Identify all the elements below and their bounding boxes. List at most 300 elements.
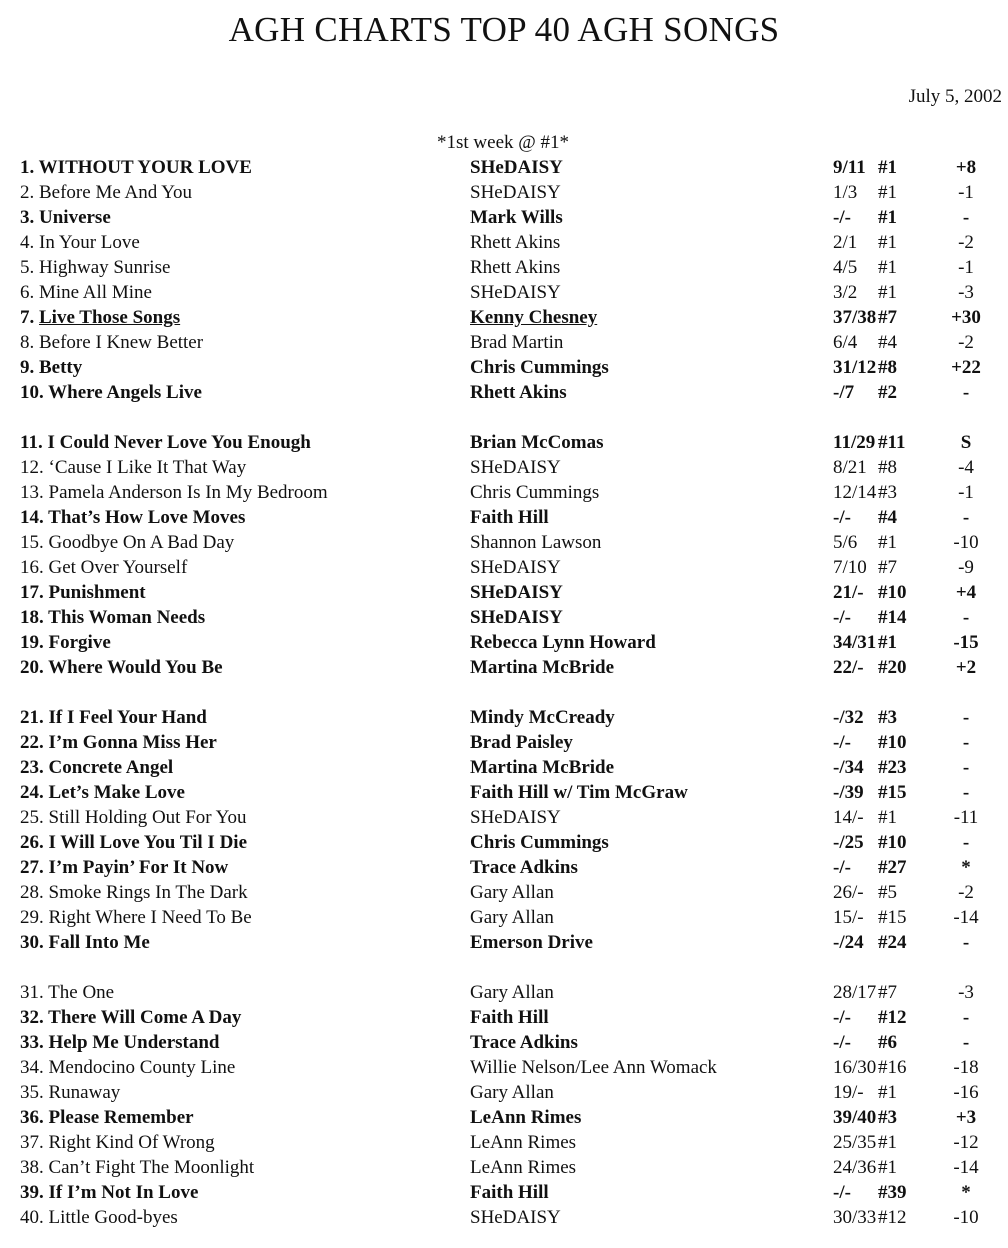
song-row bbox=[0, 1080, 1008, 1105]
song-artist: SHeDAISY bbox=[470, 182, 561, 203]
song-title bbox=[20, 1105, 194, 1130]
song-title-text: Help Me Understand bbox=[48, 1032, 220, 1053]
song-history: 3/2 bbox=[833, 282, 858, 303]
song-row bbox=[0, 1180, 1008, 1205]
first-week-note: *1st week @ #1* bbox=[437, 132, 570, 153]
song-title-text: Runaway bbox=[48, 1082, 121, 1103]
song-rank: 37. bbox=[20, 1132, 44, 1153]
song-title-text: Get Over Yourself bbox=[48, 557, 188, 578]
song-movement: +22 bbox=[951, 357, 981, 378]
song-row bbox=[0, 230, 1008, 255]
song-rank: 16. bbox=[20, 557, 44, 578]
song-title-text: Right Where I Need To Be bbox=[48, 907, 252, 928]
song-row bbox=[0, 380, 1008, 405]
song-title bbox=[20, 455, 246, 480]
song-title bbox=[20, 705, 207, 730]
song-peak: #7 bbox=[878, 982, 897, 1003]
song-artist: Gary Allan bbox=[470, 1082, 554, 1103]
song-movement: - bbox=[962, 707, 970, 728]
song-peak: #1 bbox=[878, 207, 897, 228]
song-artist: Faith Hill bbox=[470, 507, 549, 528]
song-movement: -2 bbox=[958, 232, 974, 253]
song-row bbox=[0, 1005, 1008, 1030]
song-row bbox=[0, 330, 1008, 355]
song-peak: #1 bbox=[878, 257, 897, 278]
song-title-text: If I’m Not In Love bbox=[48, 1182, 199, 1203]
song-artist: SHeDAISY bbox=[470, 607, 563, 628]
song-artist: Faith Hill bbox=[470, 1007, 549, 1028]
song-row bbox=[0, 830, 1008, 855]
song-movement: - bbox=[962, 1032, 970, 1053]
song-title-text: Betty bbox=[39, 357, 83, 378]
song-rank: 20. bbox=[20, 657, 44, 678]
song-artist: Gary Allan bbox=[470, 907, 554, 928]
song-movement: -15 bbox=[953, 632, 979, 653]
song-movement: -10 bbox=[953, 1207, 979, 1228]
song-title bbox=[20, 880, 248, 905]
song-movement: -16 bbox=[953, 1082, 979, 1103]
song-history: -/39 bbox=[833, 782, 864, 803]
song-movement: -1 bbox=[958, 482, 974, 503]
song-title-text: I Could Never Love You Enough bbox=[47, 432, 311, 453]
song-title bbox=[20, 1130, 215, 1155]
song-movement: -3 bbox=[958, 982, 974, 1003]
song-title-text: Concrete Angel bbox=[48, 757, 174, 778]
song-history: 7/10 bbox=[833, 557, 867, 578]
song-title bbox=[20, 805, 246, 830]
song-history: 12/14 bbox=[833, 482, 877, 503]
song-row bbox=[0, 980, 1008, 1005]
song-title bbox=[20, 755, 173, 780]
song-rank: 39. bbox=[20, 1182, 44, 1203]
song-list bbox=[0, 155, 1008, 1230]
song-row bbox=[0, 1130, 1008, 1155]
song-history: -/- bbox=[833, 207, 851, 228]
song-artist: Chris Cummings bbox=[470, 482, 600, 503]
song-movement: -3 bbox=[958, 282, 974, 303]
song-title-text: I’m Gonna Miss Her bbox=[48, 732, 217, 753]
song-title-text: There Will Come A Day bbox=[48, 1007, 242, 1028]
song-title-text: Goodbye On A Bad Day bbox=[48, 532, 235, 553]
song-movement: S bbox=[960, 432, 972, 453]
song-movement: -2 bbox=[958, 882, 974, 903]
song-title-text: Before I Knew Better bbox=[39, 332, 204, 353]
song-rank: 5. bbox=[20, 257, 35, 278]
song-artist: SHeDAISY bbox=[470, 157, 563, 178]
song-title-text: The One bbox=[48, 982, 115, 1003]
song-title bbox=[20, 830, 247, 855]
song-artist: Mindy McCready bbox=[470, 707, 615, 728]
song-history: 6/4 bbox=[833, 332, 858, 353]
song-movement: - bbox=[962, 207, 970, 228]
song-title bbox=[20, 180, 192, 205]
song-artist: SHeDAISY bbox=[470, 557, 561, 578]
song-peak: #3 bbox=[878, 482, 897, 503]
song-title bbox=[20, 630, 111, 655]
song-movement: +8 bbox=[955, 157, 977, 178]
song-history: 26/- bbox=[833, 882, 864, 903]
song-title bbox=[20, 430, 311, 455]
song-peak: #20 bbox=[878, 657, 907, 678]
song-peak: #15 bbox=[878, 907, 907, 928]
song-movement: - bbox=[962, 1007, 970, 1028]
song-row bbox=[0, 1205, 1008, 1230]
song-rank: 17. bbox=[20, 582, 44, 603]
song-history: 9/11 bbox=[833, 157, 866, 178]
song-rank: 30. bbox=[20, 932, 44, 953]
song-row bbox=[0, 705, 1008, 730]
song-row bbox=[0, 155, 1008, 180]
song-title bbox=[20, 480, 328, 505]
song-artist: Emerson Drive bbox=[470, 932, 593, 953]
song-peak: #1 bbox=[878, 182, 897, 203]
song-history: 14/- bbox=[833, 807, 864, 828]
song-peak: #10 bbox=[878, 832, 907, 853]
song-title-text: Please Remember bbox=[48, 1107, 194, 1128]
song-title bbox=[20, 330, 203, 355]
song-artist: LeAnn Rimes bbox=[470, 1132, 577, 1153]
song-movement: +4 bbox=[955, 582, 977, 603]
song-artist: Rebecca Lynn Howard bbox=[470, 632, 656, 653]
song-peak: #3 bbox=[878, 707, 897, 728]
song-row bbox=[0, 480, 1008, 505]
song-rank: 29. bbox=[20, 907, 44, 928]
song-rank: 9. bbox=[20, 357, 35, 378]
song-rank: 19. bbox=[20, 632, 44, 653]
song-artist: SHeDAISY bbox=[470, 582, 563, 603]
song-peak: #1 bbox=[878, 532, 897, 553]
song-rank: 3. bbox=[20, 207, 35, 228]
song-title bbox=[20, 780, 185, 805]
song-title bbox=[20, 355, 82, 380]
song-history: 1/3 bbox=[833, 182, 858, 203]
song-history: 2/1 bbox=[833, 232, 858, 253]
song-title bbox=[20, 1155, 254, 1180]
song-row bbox=[0, 1155, 1008, 1180]
song-artist: Rhett Akins bbox=[470, 382, 567, 403]
song-row bbox=[0, 580, 1008, 605]
song-row bbox=[0, 280, 1008, 305]
song-peak: #12 bbox=[878, 1007, 907, 1028]
song-rank: 1. bbox=[20, 157, 35, 178]
song-history: 28/17 bbox=[833, 982, 877, 1003]
song-title-text: Pamela Anderson Is In My Bedroom bbox=[48, 482, 328, 503]
song-peak: #7 bbox=[878, 557, 897, 578]
song-peak: #39 bbox=[878, 1182, 907, 1203]
song-title-text: Where Would You Be bbox=[48, 657, 223, 678]
song-title-text: That’s How Love Moves bbox=[48, 507, 246, 528]
song-title-text: Right Kind Of Wrong bbox=[48, 1132, 215, 1153]
song-row bbox=[0, 855, 1008, 880]
song-row bbox=[0, 205, 1008, 230]
song-artist: SHeDAISY bbox=[470, 457, 561, 478]
song-artist: Gary Allan bbox=[470, 882, 554, 903]
song-history: -/- bbox=[833, 1182, 851, 1203]
song-title-text: Mine All Mine bbox=[39, 282, 152, 303]
chart-date: July 5, 2002 bbox=[908, 86, 1002, 107]
song-movement: -11 bbox=[953, 807, 979, 828]
song-artist: SHeDAISY bbox=[470, 282, 561, 303]
song-title-text: Highway Sunrise bbox=[39, 257, 171, 278]
song-history: 25/35 bbox=[833, 1132, 877, 1153]
song-title-text: Can’t Fight The Moonlight bbox=[48, 1157, 255, 1178]
song-rank: 14. bbox=[20, 507, 44, 528]
song-title bbox=[20, 730, 217, 755]
song-movement: +3 bbox=[955, 1107, 977, 1128]
song-title-text: ‘Cause I Like It That Way bbox=[48, 457, 247, 478]
song-rank: 12. bbox=[20, 457, 44, 478]
song-title bbox=[20, 530, 234, 555]
song-row bbox=[0, 780, 1008, 805]
song-rank: 34. bbox=[20, 1057, 44, 1078]
song-history: 39/40 bbox=[833, 1107, 877, 1128]
song-artist: Chris Cummings bbox=[470, 357, 609, 378]
song-movement: - bbox=[962, 782, 970, 803]
song-movement: +30 bbox=[951, 307, 981, 328]
song-artist: Trace Adkins bbox=[470, 857, 578, 878]
song-title-text: Smoke Rings In The Dark bbox=[48, 882, 248, 903]
song-artist: Brad Paisley bbox=[470, 732, 573, 753]
song-peak: #4 bbox=[878, 507, 897, 528]
song-row bbox=[0, 630, 1008, 655]
song-title-text: WITHOUT YOUR LOVE bbox=[38, 157, 252, 178]
song-peak: #8 bbox=[878, 457, 897, 478]
song-title-text: Universe bbox=[39, 207, 111, 228]
song-rank: 2. bbox=[20, 182, 35, 203]
song-movement: -14 bbox=[953, 1157, 979, 1178]
song-rank: 40. bbox=[20, 1207, 44, 1228]
song-history: -/- bbox=[833, 507, 851, 528]
song-artist: Brad Martin bbox=[470, 332, 564, 353]
song-rank: 36. bbox=[20, 1107, 44, 1128]
song-peak: #10 bbox=[878, 732, 907, 753]
song-title bbox=[20, 305, 180, 330]
song-rank: 35. bbox=[20, 1082, 44, 1103]
song-title-text: I Will Love You Til I Die bbox=[48, 832, 247, 853]
song-title bbox=[20, 505, 245, 530]
song-rank: 21. bbox=[20, 707, 44, 728]
song-movement: -12 bbox=[953, 1132, 979, 1153]
song-rank: 33. bbox=[20, 1032, 44, 1053]
song-movement: - bbox=[962, 732, 970, 753]
song-peak: #1 bbox=[878, 1157, 897, 1178]
song-history: 8/21 bbox=[833, 457, 867, 478]
song-history: 16/30 bbox=[833, 1057, 877, 1078]
song-peak: #23 bbox=[878, 757, 907, 778]
song-history: -/- bbox=[833, 607, 851, 628]
song-row bbox=[0, 455, 1008, 480]
song-history: -/7 bbox=[833, 382, 855, 403]
song-row bbox=[0, 605, 1008, 630]
song-title bbox=[20, 980, 114, 1005]
song-title bbox=[20, 655, 223, 680]
song-rank: 38. bbox=[20, 1157, 44, 1178]
song-artist: Martina McBride bbox=[470, 757, 615, 778]
song-row bbox=[0, 905, 1008, 930]
song-row bbox=[0, 555, 1008, 580]
song-movement: -18 bbox=[953, 1057, 979, 1078]
song-row bbox=[0, 305, 1008, 330]
song-row bbox=[0, 730, 1008, 755]
song-rank: 28. bbox=[20, 882, 44, 903]
song-title-text: In Your Love bbox=[39, 232, 140, 253]
song-artist: Brian McComas bbox=[470, 432, 604, 453]
song-title-text: Where Angels Live bbox=[48, 382, 202, 403]
song-history: 30/33 bbox=[833, 1207, 877, 1228]
song-artist: Shannon Lawson bbox=[470, 532, 602, 553]
song-title-text: This Woman Needs bbox=[48, 607, 206, 628]
song-title-text: Before Me And You bbox=[39, 182, 193, 203]
song-history: -/32 bbox=[833, 707, 864, 728]
song-artist: Faith Hill w/ Tim McGraw bbox=[470, 782, 688, 803]
song-rank: 10. bbox=[20, 382, 44, 403]
song-peak: #1 bbox=[878, 282, 897, 303]
song-history: 4/5 bbox=[833, 257, 858, 278]
song-row bbox=[0, 1055, 1008, 1080]
song-title-text: Punishment bbox=[48, 582, 146, 603]
song-movement: * bbox=[961, 1182, 971, 1203]
song-row bbox=[0, 180, 1008, 205]
song-peak: #16 bbox=[878, 1057, 907, 1078]
song-rank: 18. bbox=[20, 607, 44, 628]
song-title bbox=[20, 1005, 241, 1030]
song-rank: 8. bbox=[20, 332, 35, 353]
song-rank: 27. bbox=[20, 857, 44, 878]
song-title-text: Let’s Make Love bbox=[48, 782, 185, 803]
song-history: 21/- bbox=[833, 582, 864, 603]
song-history: -/- bbox=[833, 732, 851, 753]
song-movement: -10 bbox=[953, 532, 979, 553]
song-peak: #1 bbox=[878, 632, 897, 653]
song-rank: 15. bbox=[20, 532, 44, 553]
song-peak: #2 bbox=[878, 382, 897, 403]
song-history: 22/- bbox=[833, 657, 864, 678]
song-movement: - bbox=[962, 507, 970, 528]
song-movement: -14 bbox=[953, 907, 979, 928]
song-peak: #15 bbox=[878, 782, 907, 803]
song-history: 24/36 bbox=[833, 1157, 877, 1178]
song-peak: #1 bbox=[878, 1132, 897, 1153]
song-title bbox=[20, 230, 140, 255]
song-title bbox=[20, 1030, 220, 1055]
song-peak: #4 bbox=[878, 332, 897, 353]
song-history: 11/29 bbox=[833, 432, 876, 453]
song-rank: 4. bbox=[20, 232, 35, 253]
song-history: 5/6 bbox=[833, 532, 858, 553]
song-row bbox=[0, 505, 1008, 530]
song-title-text: Mendocino County Line bbox=[48, 1057, 236, 1078]
song-rank: 31. bbox=[20, 982, 44, 1003]
song-row bbox=[0, 430, 1008, 455]
song-movement: -1 bbox=[958, 182, 974, 203]
song-history: 15/- bbox=[833, 907, 864, 928]
song-artist: Faith Hill bbox=[470, 1182, 549, 1203]
song-title bbox=[20, 580, 146, 605]
song-title bbox=[20, 205, 111, 230]
song-movement: -9 bbox=[958, 557, 974, 578]
song-history: 37/38 bbox=[833, 307, 877, 328]
song-movement: -2 bbox=[958, 332, 974, 353]
song-title bbox=[20, 605, 205, 630]
song-row bbox=[0, 805, 1008, 830]
page-title: AGH CHARTS TOP 40 AGH SONGS bbox=[228, 10, 780, 49]
song-history: 19/- bbox=[833, 1082, 864, 1103]
song-row bbox=[0, 355, 1008, 380]
song-peak: #7 bbox=[878, 307, 897, 328]
song-artist: Kenny Chesney bbox=[470, 307, 598, 328]
song-peak: #8 bbox=[878, 357, 897, 378]
song-rank: 7. bbox=[20, 307, 35, 328]
song-peak: #11 bbox=[878, 432, 906, 453]
song-peak: #5 bbox=[878, 882, 897, 903]
song-movement: -1 bbox=[958, 257, 974, 278]
song-title bbox=[20, 905, 252, 930]
song-rank: 6. bbox=[20, 282, 35, 303]
song-row bbox=[0, 755, 1008, 780]
song-title bbox=[20, 555, 187, 580]
song-title bbox=[20, 1055, 235, 1080]
song-title bbox=[20, 380, 202, 405]
song-title-text: Little Good-byes bbox=[48, 1207, 178, 1228]
song-peak: #14 bbox=[878, 607, 907, 628]
song-artist: Rhett Akins bbox=[470, 257, 561, 278]
song-row bbox=[0, 880, 1008, 905]
song-title-text: Forgive bbox=[48, 632, 111, 653]
song-artist: Rhett Akins bbox=[470, 232, 561, 253]
song-peak: #1 bbox=[878, 157, 897, 178]
song-peak: #1 bbox=[878, 232, 897, 253]
song-movement: * bbox=[961, 857, 971, 878]
song-rank: 26. bbox=[20, 832, 44, 853]
song-title-text: Still Holding Out For You bbox=[48, 807, 247, 828]
song-title bbox=[20, 280, 152, 305]
song-row bbox=[0, 1030, 1008, 1055]
song-rank: 11. bbox=[20, 432, 43, 453]
song-row bbox=[0, 1105, 1008, 1130]
song-movement: - bbox=[962, 607, 970, 628]
song-history: -/- bbox=[833, 857, 851, 878]
song-title bbox=[20, 1205, 178, 1230]
song-movement: -4 bbox=[958, 457, 974, 478]
song-movement: - bbox=[962, 757, 970, 778]
song-rank: 13. bbox=[20, 482, 44, 503]
song-artist: Willie Nelson/Lee Ann Womack bbox=[470, 1057, 717, 1078]
song-rank: 24. bbox=[20, 782, 44, 803]
song-title bbox=[20, 930, 150, 955]
song-rank: 25. bbox=[20, 807, 44, 828]
song-artist: LeAnn Rimes bbox=[470, 1107, 582, 1128]
song-row bbox=[0, 530, 1008, 555]
song-title-text: If I Feel Your Hand bbox=[48, 707, 207, 728]
song-title-text: Fall Into Me bbox=[48, 932, 150, 953]
song-movement: - bbox=[962, 382, 970, 403]
song-peak: #12 bbox=[878, 1207, 907, 1228]
song-peak: #10 bbox=[878, 582, 907, 603]
song-peak: #1 bbox=[878, 1082, 897, 1103]
song-artist: SHeDAISY bbox=[470, 1207, 561, 1228]
song-peak: #6 bbox=[878, 1032, 897, 1053]
song-peak: #24 bbox=[878, 932, 907, 953]
song-artist: Mark Wills bbox=[470, 207, 563, 228]
song-rank: 32. bbox=[20, 1007, 44, 1028]
song-artist: Trace Adkins bbox=[470, 1032, 578, 1053]
song-movement: +2 bbox=[955, 657, 977, 678]
song-rank: 22. bbox=[20, 732, 44, 753]
song-history: -/- bbox=[833, 1007, 851, 1028]
song-title bbox=[20, 1080, 120, 1105]
song-history: -/24 bbox=[833, 932, 864, 953]
song-movement: - bbox=[962, 832, 970, 853]
